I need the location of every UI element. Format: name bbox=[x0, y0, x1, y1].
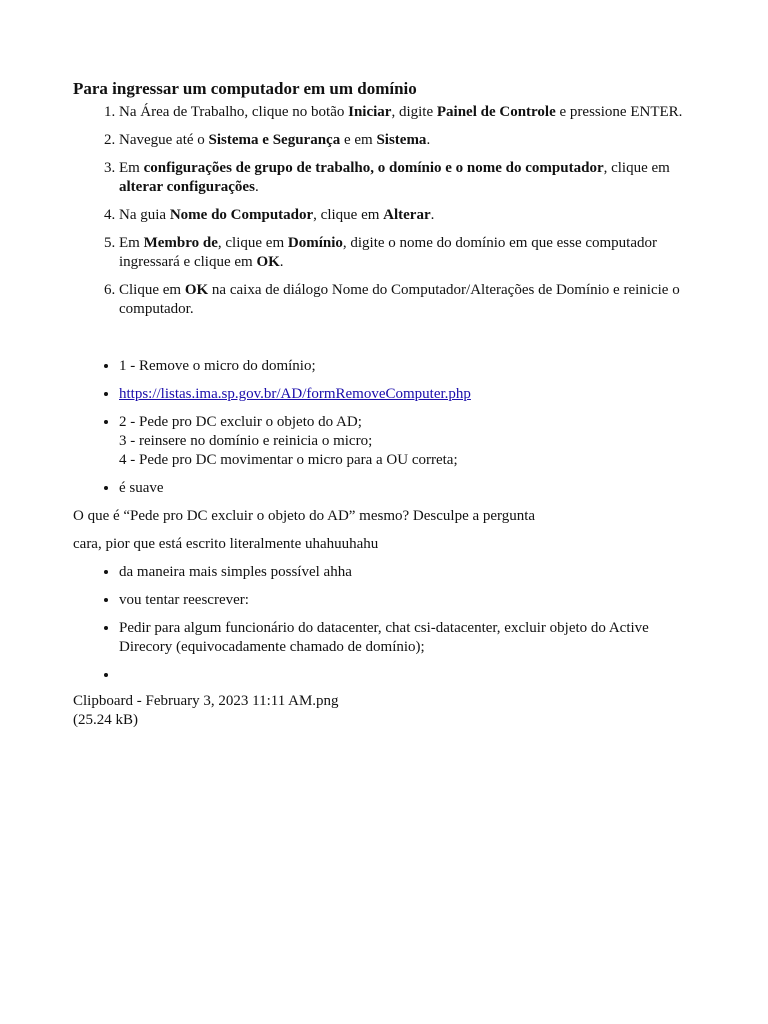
step-text: , digite bbox=[391, 104, 437, 120]
list-item-text-line: • 2 - Pede pro DC excluir o objeto do AD; bbox=[119, 414, 362, 430]
list-item-text-line: 3 - reinsere no domínio e reinicia o micro; bbox=[119, 433, 373, 449]
step-text: Navegue até o bbox=[119, 132, 209, 148]
list-item-text: Pedir para algum funcionário do datacenter, chat csi-datacenter, excluir objeto do Active Direcory (equivocadamente chamado de domínio); bbox=[119, 620, 649, 655]
list-item bbox=[119, 357, 694, 376]
step-text: Na Área de Trabalho, clique no botão bbox=[119, 104, 349, 120]
list-item bbox=[119, 413, 694, 470]
step-emphasis: configurações de grupo de trabalho, o domínio e o nome do computador bbox=[143, 160, 604, 176]
step-text: , clique em bbox=[313, 207, 384, 223]
step-text: Em bbox=[119, 235, 144, 251]
step-text: na caixa de diálogo Nome do Computador/Alterações de Domínio e reinicie o computador. bbox=[119, 282, 680, 317]
bullet-list-reply bbox=[73, 563, 694, 685]
step-item bbox=[119, 206, 694, 225]
list-item bbox=[119, 591, 694, 610]
list-item-text: é suave bbox=[119, 480, 164, 496]
step-item bbox=[119, 103, 694, 122]
page-title: Para ingressar um computador em um domínio bbox=[73, 79, 417, 98]
attachment-size: (25.24 kB) bbox=[73, 712, 138, 728]
step-text: , digite o nome do domínio em que esse computador ingressará e clique em bbox=[119, 235, 657, 270]
list-item-text: da maneira mais simples possível ahha bbox=[119, 564, 352, 580]
step-item bbox=[119, 234, 694, 272]
step-emphasis: OK bbox=[256, 254, 280, 270]
step-emphasis: Sistema e Segurança bbox=[208, 132, 341, 148]
step-item bbox=[119, 131, 694, 150]
reply-paragraph: cara, pior que está escrito literalmente uhahuuhahu bbox=[73, 536, 379, 552]
list-item-text-line: 4 - Pede pro DC movimentar o micro para a OU correta; bbox=[119, 452, 458, 468]
bullet-list-actions bbox=[73, 357, 694, 498]
step-text: . bbox=[254, 179, 259, 195]
steps-list bbox=[73, 103, 694, 319]
list-item bbox=[119, 479, 694, 498]
list-item bbox=[119, 385, 694, 404]
list-item bbox=[119, 619, 694, 657]
step-emphasis: Membro de bbox=[143, 235, 218, 251]
list-item-empty bbox=[119, 666, 694, 685]
step-text: Em bbox=[119, 160, 144, 176]
list-item bbox=[119, 563, 694, 582]
step-emphasis: Sistema bbox=[376, 132, 427, 148]
step-emphasis: Alterar bbox=[383, 207, 431, 223]
step-text: e em bbox=[340, 132, 377, 148]
attachment[interactable] bbox=[73, 692, 694, 730]
spacer bbox=[73, 328, 694, 357]
question-paragraph: O que é “Pede pro DC excluir o objeto do AD” mesmo? Desculpe a pergunta bbox=[73, 508, 536, 524]
step-text: . bbox=[430, 207, 435, 223]
step-item bbox=[119, 159, 694, 197]
step-emphasis: Painel de Controle bbox=[436, 104, 556, 120]
step-text: e pressione ENTER. bbox=[555, 104, 683, 120]
step-text: . bbox=[279, 254, 284, 270]
step-text: , clique em bbox=[217, 235, 288, 251]
step-emphasis: Iniciar bbox=[348, 104, 392, 120]
step-emphasis: alterar configurações bbox=[119, 179, 255, 195]
step-emphasis: OK bbox=[184, 282, 209, 298]
step-text: . bbox=[426, 132, 431, 148]
list-item-text: vou tentar reescrever: bbox=[119, 592, 249, 608]
step-emphasis: Domínio bbox=[287, 235, 343, 251]
step-text: , clique em bbox=[603, 160, 670, 176]
step-emphasis: Nome do Computador bbox=[169, 207, 314, 223]
remove-computer-link[interactable]: https://listas.ima.sp.gov.br/AD/formRemoveComputer.php bbox=[119, 386, 471, 402]
list-item-text: 1 - Remove o micro do domínio; bbox=[119, 358, 316, 374]
step-text: Clique em bbox=[119, 282, 185, 298]
step-text: Na guia bbox=[119, 207, 170, 223]
step-item bbox=[119, 281, 694, 319]
attachment-filename[interactable]: Clipboard - February 3, 2023 11:11 AM.png bbox=[73, 693, 339, 709]
